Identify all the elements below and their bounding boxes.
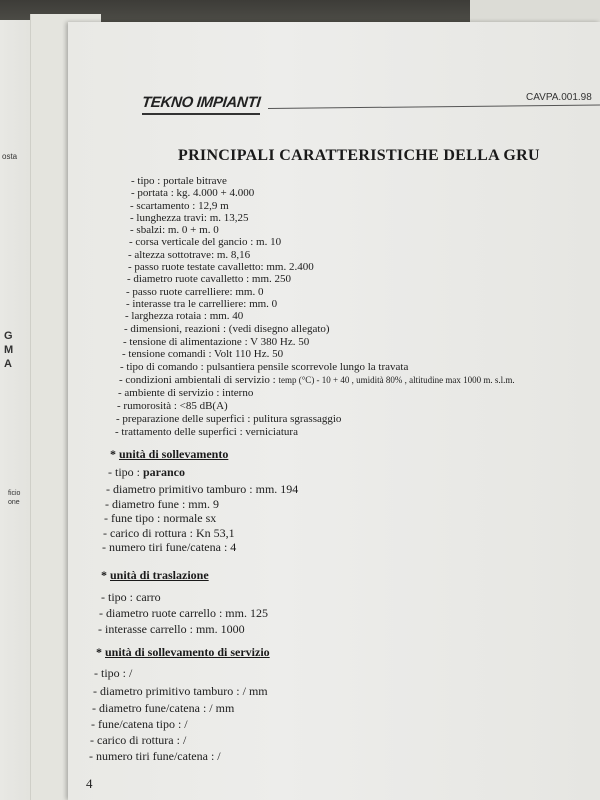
spec-line: - trattamento delle superfici : verniciatura	[115, 426, 298, 438]
spec-line: - scartamento : 12,9 m	[130, 200, 229, 212]
spec-line: - diametro primitivo tamburo : / mm	[93, 684, 268, 698]
spec-line: - numero tiri fune/catena : 4	[102, 540, 237, 554]
spec-line: - rumorosità : <85 dB(A)	[117, 400, 228, 412]
spec-line: - lunghezza travi: m. 13,25	[130, 212, 249, 224]
spec-line: - diametro ruote cavalletto : mm. 250	[127, 273, 292, 285]
company-logo: TEKNO IMPIANTI	[141, 94, 262, 111]
spec-line: - diametro primitivo tamburo : mm. 194	[106, 482, 299, 496]
page-number: 4	[86, 776, 93, 791]
spec-line: - sbalzi: m. 0 + m. 0	[130, 224, 219, 236]
spec-line: - corsa verticale del gancio : m. 10	[129, 236, 282, 248]
spec-line: - diametro fune : mm. 9	[105, 497, 219, 511]
spec-line: - passo ruote carrelliere: mm. 0	[126, 286, 264, 298]
side-fragment: G	[4, 330, 13, 342]
spec-line: - tipo di comando : pulsantiera pensile scorrevole lungo la travata	[120, 361, 409, 373]
spec-label: - tipo :	[108, 465, 143, 479]
spec-line: - fune/catena tipo : /	[91, 717, 188, 731]
spec-line: - tipo : carro	[101, 590, 161, 604]
corner-card	[470, 0, 600, 24]
section-heading-sollevamento: * unità di sollevamento	[110, 447, 229, 461]
side-fragment: ficio	[8, 490, 21, 497]
logo-underline	[142, 113, 260, 115]
spec-line: - interasse tra le carrelliere: mm. 0	[126, 298, 278, 310]
spec-line: - ambiente di servizio : interno	[118, 387, 254, 399]
side-fragment: osta	[2, 152, 18, 161]
spec-line: - fune tipo : normale sx	[104, 511, 217, 525]
page-title: PRINCIPALI CARATTERISTICHE DELLA GRU	[178, 147, 540, 164]
spec-line: - tipo : portale bitrave	[131, 175, 227, 187]
spec-line-tipo	[108, 465, 185, 480]
spec-line: - portata : kg. 4.000 + 4.000	[131, 187, 255, 199]
spec-line: - tensione di alimentazione : V 380 Hz. 50	[123, 336, 310, 348]
spec-line: - altezza sottotrave: m. 8,16	[128, 249, 251, 261]
spec-line-ambient	[119, 374, 515, 386]
spec-line: - tensione comandi : Volt 110 Hz. 50	[122, 348, 284, 360]
spec-line: - carico di rottura : /	[90, 733, 187, 747]
spec-line: - diametro fune/catena : / mm	[92, 701, 235, 715]
spec-line: - larghezza rotaia : mm. 40	[125, 310, 244, 322]
spec-line: - preparazione delle superfici : pulitura sgrassaggio	[116, 413, 342, 425]
section-heading-servizio: * unità di sollevamento di servizio	[96, 645, 270, 659]
ambient-detail: temp (°C) - 10 + 40 , umidità 80% , altitudine max 1000 m. s.l.m.	[278, 375, 515, 385]
spec-line: - diametro ruote carrello : mm. 125	[99, 606, 268, 620]
spec-line: - interasse carrello : mm. 1000	[98, 622, 245, 636]
spec-line: - numero tiri fune/catena : /	[89, 749, 221, 763]
spec-line: - dimensioni, reazioni : (vedi disegno allegato)	[124, 323, 330, 335]
spec-value: paranco	[143, 465, 185, 479]
section-heading-traslazione: * unità di traslazione	[101, 568, 209, 582]
spec-line: - condizioni ambientali di servizio :	[119, 374, 279, 386]
spec-line: - passo ruote testate cavalletto: mm. 2.400	[128, 261, 314, 273]
spec-line: - carico di rottura : Kn 53,1	[103, 526, 235, 540]
side-fragment: A	[4, 358, 12, 370]
side-fragment: M	[4, 344, 14, 356]
spec-line: - tipo : /	[94, 666, 133, 680]
document-reference: CAVPA.001.98	[526, 92, 592, 103]
side-fragment: one	[8, 499, 20, 506]
